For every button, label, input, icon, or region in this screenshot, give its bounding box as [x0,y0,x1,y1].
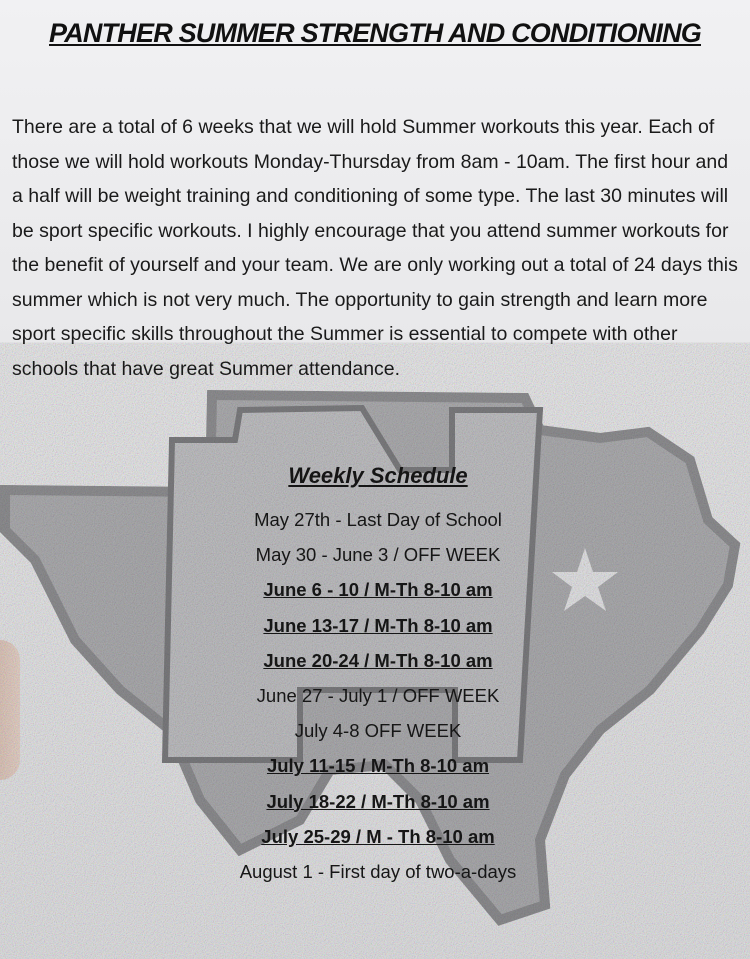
schedule-item: June 6 - 10 / M-Th 8-10 am [263,579,493,601]
schedule-item: June 13-17 / M-Th 8-10 am [263,614,493,636]
schedule-list [0,502,750,889]
schedule-item: August 1 - First day of two-a-days [239,860,517,882]
intro-paragraph: There are a total of 6 weeks that we will hold Summer workouts this year. Each of those we will hold workouts Monday-Thursday from 8am - 10am. The first hour and a half will be weight training and conditioning of some type. The last 30 minutes will be sport specific workouts. I highly encourage that you attend summer workouts for the benefit of yourself and your team. We are only working out a total of 24 days this summer which is not very much. The opportunity to gain strength and learn more sport specific skills throughout the Summer is essential to compete with other schools that have great Summer attendance. [12,116,738,380]
schedule-item: June 27 - July 1 / OFF WEEK [256,684,500,706]
schedule-item: July 11-15 / M-Th 8-10 am [266,755,490,777]
schedule-item: June 20-24 / M-Th 8-10 am [263,649,493,671]
schedule-item: May 30 - June 3 / OFF WEEK [255,544,501,566]
document-title: PANTHER SUMMER STRENGTH AND CONDITIONING [49,18,701,48]
schedule-item: July 25-29 / M - Th 8-10 am [261,825,495,847]
schedule-item: May 27th - Last Day of School [254,509,502,530]
schedule-item: July 4-8 OFF WEEK [294,720,462,742]
schedule-item: July 18-22 / M-Th 8-10 am [266,790,490,812]
schedule-title: Weekly Schedule [288,463,468,488]
